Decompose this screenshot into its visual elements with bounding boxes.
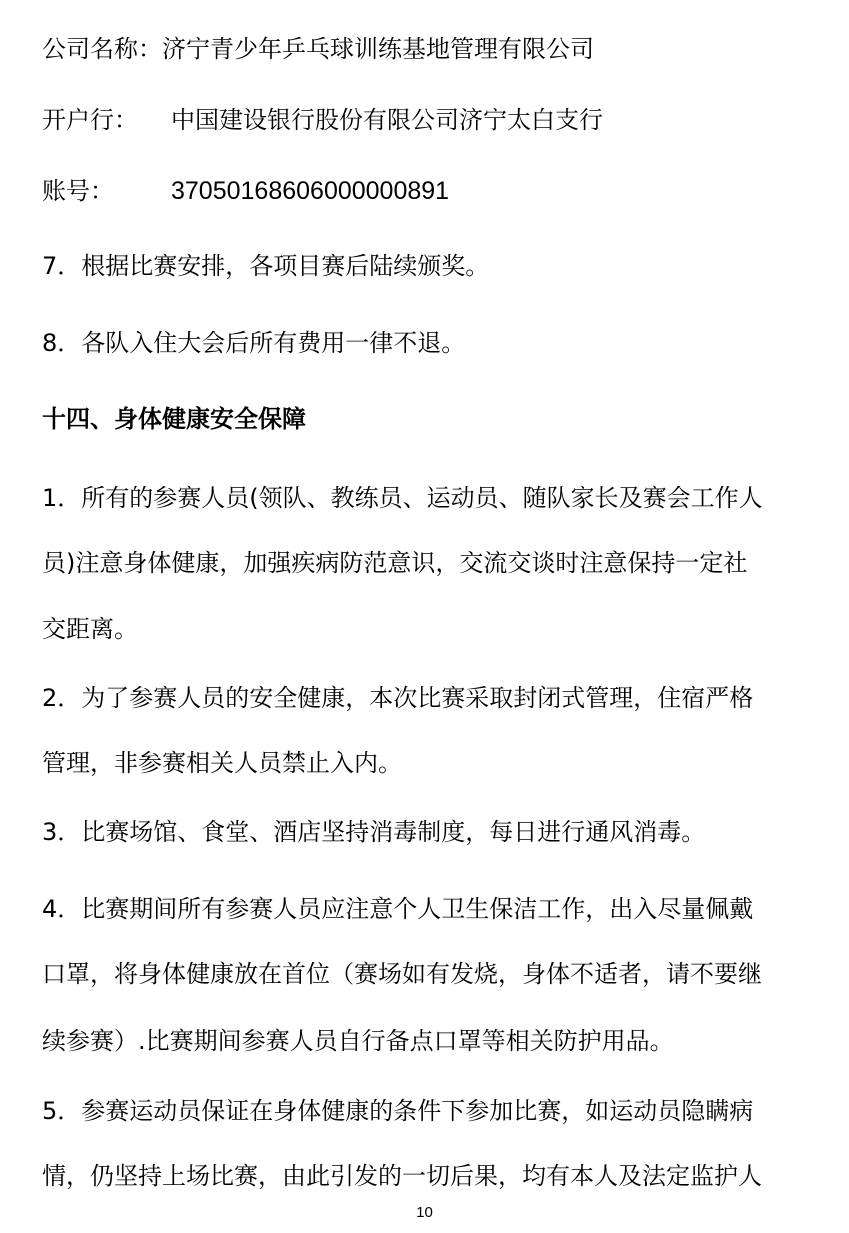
paragraph-1-line-3: 交距离。 (42, 615, 138, 643)
paragraph-3-line-1: 3．比赛场馆、食堂、酒店坚持消毒制度，每日进行通风消毒。 (42, 818, 706, 846)
paragraph-5-line-1: 5．参赛运动员保证在身体健康的条件下参加比赛，如运动员隐瞒病 (42, 1097, 754, 1125)
item-7: 7．根据比赛安排，各项目赛后陆续颁奖。 (42, 252, 490, 280)
account-value: 37050168606000000891 (171, 177, 450, 205)
paragraph-1-line-1: 1．所有的参赛人员(领队、教练员、运动员、随队家长及赛会工作人 (42, 484, 763, 512)
paragraph-1-line-2: 员)注意身体健康，加强疾病防范意识，交流交谈时注意保持一定社 (42, 549, 748, 577)
bank-value: 中国建设银行股份有限公司济宁太白支行 (171, 106, 603, 134)
paragraph-5-line-2: 情，仍坚持上场比赛，由此引发的一切后果，均有本人及法定监护人 (42, 1162, 762, 1190)
company-name-line (42, 32, 829, 66)
paragraph-4-line-3: 续参赛）.比赛期间参赛人员自行备点口罩等相关防护用品。 (42, 1027, 674, 1055)
paragraph-2-line-1: 2．为了参赛人员的安全健康，本次比赛采取封闭式管理，住宿严格 (42, 684, 754, 712)
company-name-value: 济宁青少年乒乓球训练基地管理有限公司 (162, 35, 594, 63)
paragraph-4-line-1: 4．比赛期间所有参赛人员应注意个人卫生保洁工作，出入尽量佩戴 (42, 895, 754, 923)
page-number: 10 (416, 1204, 433, 1221)
paragraph-2-line-2: 管理，非参赛相关人员禁止入内。 (42, 749, 402, 777)
bank-line (42, 103, 829, 137)
item-8: 8．各队入住大会后所有费用一律不退。 (42, 329, 466, 357)
account-line (42, 174, 829, 208)
company-name-label: 公司名称： (42, 35, 162, 63)
section-heading: 十四、身体健康安全保障 (42, 405, 306, 433)
account-label: 账号： (42, 177, 114, 205)
bank-label: 开户行： (42, 106, 138, 134)
paragraph-4-line-2: 口罩，将身体健康放在首位（赛场如有发烧，身体不适者，请不要继 (42, 960, 762, 988)
